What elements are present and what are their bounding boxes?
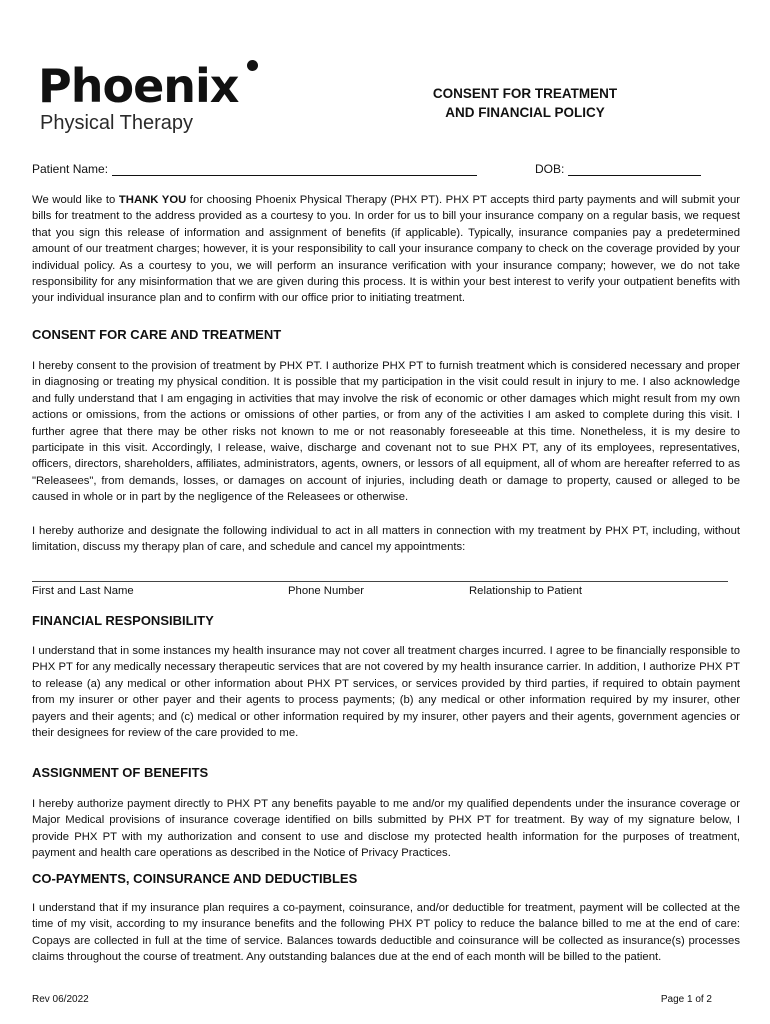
designee-name-label: First and Last Name	[32, 585, 134, 597]
page-number-footer: Page 1 of 2	[660, 994, 712, 1005]
patient-name-field[interactable]	[112, 175, 477, 176]
intro-paragraph	[32, 192, 740, 307]
financial-heading: FINANCIAL RESPONSIBILITY	[32, 613, 214, 628]
copay-heading: CO-PAYMENTS, COINSURANCE AND DEDUCTIBLES	[32, 871, 358, 886]
title-line-2: AND FINANCIAL POLICY	[445, 105, 605, 120]
assignment-paragraph: I hereby authorize payment directly to PHX PT any benefits payable to me and/or my qualified dependents under the insurance coverage or Major Medical provisions of insurance coverage identified on bills submitted by PHX PT for treatment. By way of my signature below, I provide PHX PT with my authorization and consent to use and disclose my protected health information for the purposes of treatment, payment and health care operations as described in the Notice of Privacy Practices.	[32, 798, 740, 860]
intro-text: for choosing Phoenix Physical Therapy (PHX PT). PHX PT accepts third party payments and will submit your bills for treatment to the address provided as a courtesy to you. In order for us to bill your insurance company on a regular basis, we request that you sign this release of information and assignment of benefits (if applicable). Typically, insurance companies pay a predetermined amount of our treatment charges; however, it is your responsibility to call your insurance company to check on the coverage provided by your individual policy. As a courtesy to you, we will perform an insurance verification with your insurance company; however, we do not take responsibility for any misinformation that we are given during this process. It is within your best interest to verify your outpatient benefits with your individual insurance plan and to confirm with our office prior to initiating treatment.	[32, 194, 741, 305]
thank-you-emphasis: THANK YOU	[118, 194, 187, 206]
revision-footer: Rev 06/2022	[32, 994, 89, 1005]
company-logo	[38, 58, 288, 138]
document-title	[400, 84, 650, 122]
dob-field[interactable]	[568, 175, 701, 176]
intro-lead: We would like to	[32, 194, 119, 206]
designee-phone-label: Phone Number	[288, 585, 364, 597]
logo-dot-icon	[247, 60, 258, 71]
consent-care-paragraph: I hereby consent to the provision of treatment by PHX PT. I authorize PHX PT to furnish treatment which is considered necessary and proper in diagnosing or treating my physical condition. It is possible that my participation in the visit could result in injury to me. I also acknowledge and fully understand that I am engaging in activities that may involve the risk of economic or other damages which might result from my own actions or omissions, from the actions or omissions of other parties, or from any of the activities I am asked to complete during this visit. I further agree that there may be other risks not known to me or not reasonably foreseeable at this time. Nonetheless, it is my desire to participate in this visit. Accordingly, I release, waive, discharge and covenant not to sue PHX PT, any of its employees, representatives, officers, directors, shareholders, affiliates, administrators, agents, owners, or lessors of all equipment, all of whom are hereafter referred to as "Releasees", from demands, losses, or damages on account of injuries, including death or damage to property, caused or alleged to be caused in whole or in part by the negligence of the Releasees or otherwise.	[32, 360, 740, 504]
copay-paragraph: I understand that if my insurance plan requires a co-payment, coinsurance, and/or deductible for treatment, payment will be collected at the time of my visit, according to my insurance benefits and the following PHX PT policy to reduce the balance billed to me at the end of care: Copays are collected in full at the time of service. Balances towards deductible and coinsurance will be collected as insurance(s) processes claims throughout the course of treatment. Any outstanding balances due at the end of each month will be billed to the patient.	[32, 902, 740, 964]
assignment-heading: ASSIGNMENT OF BENEFITS	[32, 765, 209, 780]
title-line-1: CONSENT FOR TREATMENT	[432, 86, 618, 101]
dob-label: DOB:	[535, 162, 565, 176]
designee-relationship-label: Relationship to Patient	[469, 585, 583, 597]
patient-name-label: Patient Name:	[32, 162, 109, 176]
financial-paragraph: I understand that in some instances my health insurance may not cover all treatment charges incurred. I agree to be financially responsible to PHX PT for any medically necessary therapeutic services that are not covered by my health insurance carrier. In addition, I authorize PHX PT to release (a) any medical or other information about PHX PT services, or services provided by third parties, if required to obtain payment from my insurer or other payer and their agents to process payments; (b) any medical or other information required by my insurer, other payers and their agents; and (c) medical or other information required by my insurer, other payers and their agents, government agencies or their designees for review of the care provided to me.	[32, 645, 740, 740]
designee-signature-line[interactable]	[32, 581, 728, 582]
consent-care-heading: CONSENT FOR CARE AND TREATMENT	[32, 327, 282, 342]
logo-subtitle: Physical Therapy	[40, 112, 194, 134]
logo-wordmark: Phoenix	[38, 59, 239, 113]
authorize-designate-paragraph: I hereby authorize and designate the following individual to act in all matters in connection with my treatment by PHX PT, including, without limitation, discuss my therapy plan of care, and schedule and cancel my appointments:	[32, 525, 740, 554]
